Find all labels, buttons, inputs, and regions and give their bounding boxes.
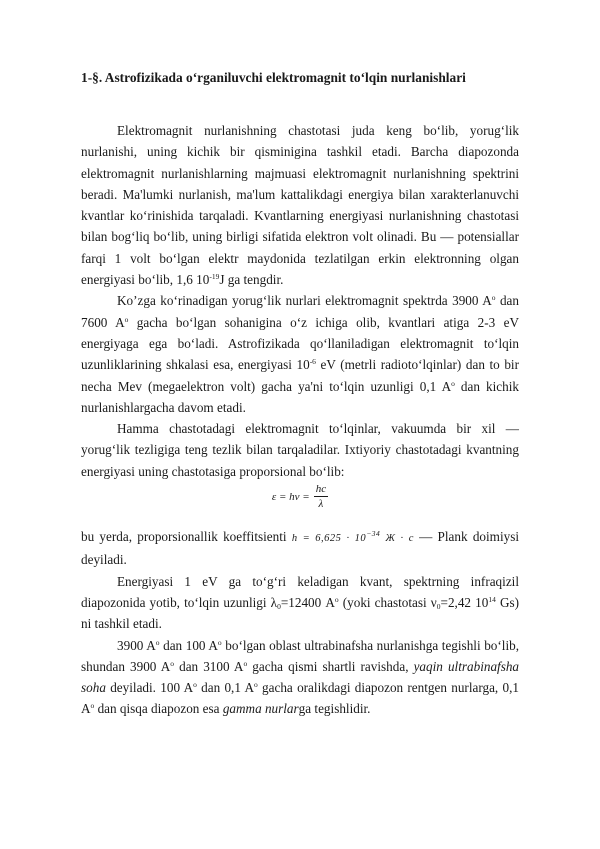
paragraph-1 (81, 120, 519, 290)
formula-fraction (314, 482, 328, 511)
formula-numerator: hc (315, 483, 327, 496)
p2-text-e: dan kichik nurlanishlargacha davom etadi. (81, 378, 519, 415)
p6-deg5: o (193, 680, 197, 690)
p5-text-c: (yoki chastotasi ν (338, 594, 437, 610)
p2-exponent: -6 (309, 357, 316, 367)
p2-text-c: gacha bo‘lgan sohanigina o‘z ichiga olib, kvantlari atiga 2-3 eV energiyaga ega bo‘ladi. Astrofizikada qo‘llaniladigan elektromagnit to‘lqin uzunliklarining shkalasi esa, energiyasi 10 (81, 314, 519, 373)
p5-text-b: =12400 A (280, 594, 335, 610)
p2-text-b: dan 7600 A (81, 293, 519, 330)
p6-deg2: o (217, 637, 222, 647)
term-near-ultraviolet: yaqin ultrabinafsha soha (81, 658, 520, 696)
p6-text-f: deyiladi. 100 A (105, 680, 194, 696)
term-gamma-rays: gamma nurlar (222, 701, 299, 717)
p6-text-e: gacha qismi shartli ravishda, (247, 658, 414, 674)
p6-deg6: o (254, 680, 258, 690)
p4-text-a: bu yerda, proporsionallik koeffitsienti (81, 529, 292, 545)
planck-constant-value: h = 6,625 · 10 (291, 533, 367, 545)
formula-lhs: ε = hν = (271, 490, 310, 503)
p6-text-j: ga tegishlidir. (298, 701, 371, 717)
p6-text-c: bo‘lgan oblast ultrabinafsha nurlanishga tegishli bo‘lib, shundan 3900 A (81, 637, 520, 674)
planck-constant-unit: Ж · с (380, 533, 414, 545)
p6-text-h: gacha oralikdagi diapozon rentgen nurlarga, 0,1 A (81, 680, 519, 717)
p6-deg3: o (170, 658, 175, 668)
planck-constant (291, 529, 414, 545)
p6-text-b: dan 100 A (159, 637, 218, 653)
p6-deg4: o (243, 658, 248, 668)
paragraph-4 (81, 526, 519, 571)
p4-text-b: — Plank doimiysi deyiladi. (81, 529, 519, 568)
p6-text-i: dan qisqa diapozon esa (94, 701, 223, 717)
paragraph-2 (81, 290, 519, 418)
p6-text-a: 3900 A (117, 637, 156, 653)
p2-deg3: o (451, 378, 455, 388)
planck-constant-exponent: −34 (366, 529, 381, 539)
p6-text-d: dan 3100 A (174, 658, 244, 674)
p1-exponent: -19 (209, 272, 220, 282)
formula-denominator: λ (318, 498, 324, 511)
energy-formula (81, 482, 519, 526)
section-heading: 1-§. Astrofizikada o‘rganiluvchi elektromagnit to‘lqin nurlanishlari (81, 70, 466, 85)
p2-deg1: o (491, 293, 496, 303)
p1-text-b: J ga tengdir. (219, 272, 284, 288)
p5-sub2: 0 (436, 601, 441, 611)
p2-deg2: o (124, 314, 129, 324)
p5-text-d: =2,42 10 (440, 594, 489, 610)
p6-text-g: dan 0,1 A (196, 680, 255, 696)
p5-sub1: 0 (277, 601, 281, 611)
p6-deg1: o (155, 637, 160, 647)
p5-exponent: 14 (488, 594, 496, 604)
paragraph-5 (81, 571, 519, 635)
p1-text-a: Elektromagnit nurlanishning chastotasi juda keng bo‘lib, yorug‘lik nurlanishi, uning kichik bir qisminigina tashkil etadi. Barcha diapozonda elektromagnit nurlanishlarning majmuasi elektromagnit nurlanishning spektrini beradi. Ma'lumki nurlanish, ma'lum kattalikdagi energiya bilan xarakterlanuvchi kvantlar ko‘rinishida tarqaladi. Kvantlarning energiyasi nurlanishning chastotasi bilan bog‘liq bo‘lib, uning birligi sifatida elektron volt olinadi. Bu — potensiallar farqi 1 volt bo‘lgan elektr maydonida tezlatilgan erkin elektronning olgan energiyasi bo‘lib, 1,6 10 (81, 123, 519, 288)
paragraph-6 (81, 635, 519, 720)
p6-deg7: o (90, 701, 95, 711)
p2-text-a: Ko’zga ko‘rinadigan yorug‘lik nurlari elektromagnit spektrda 3900 A (117, 293, 492, 309)
p5-text-a: Energiyasi 1 eV ga to‘g‘ri keladigan kvant, spektrning infraqizil diapozonida yotib, to‘lqin uzunligi λ (81, 573, 519, 610)
paragraph-3: Hamma chastotadagi elektromagnit to‘lqinlar, vakuumda bir xil — yorug‘lik tezligiga teng tezlik bilan tarqaladilar. Ixtiyoriy chastotadagi kvantning energiyasi uning chastotasiga proporsional bo‘lib: (81, 421, 519, 479)
p5-deg1: o (334, 594, 339, 604)
p5-text-e: Gs) ni tashkil etadi. (81, 594, 519, 632)
p2-text-d: eV (metrli radioto‘lqinlar) dan to bir necha Mev (megaelektron volt) gacha ya'ni to‘lqin uzunligi 0,1 A (81, 357, 519, 394)
